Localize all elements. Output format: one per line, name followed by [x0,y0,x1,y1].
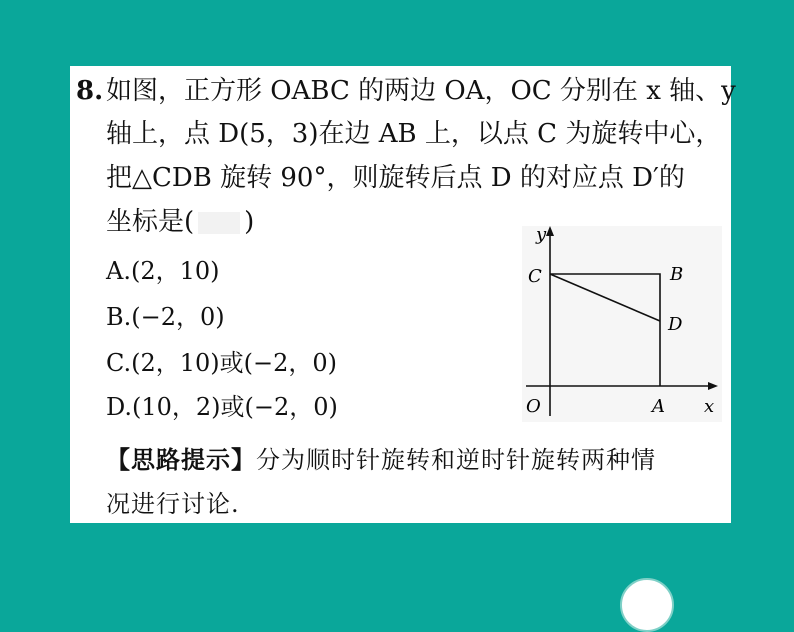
question-stem-end: 坐标是( [106,207,195,237]
hint-line-1 [106,444,656,476]
point-b-label: B [670,264,684,285]
hint-tag: 【思路提示】 [106,445,256,474]
question-line-4 [106,206,254,238]
hint-text-1: 分为顺时针旋转和逆时针旋转两种情 [256,446,656,474]
x-axis-label: x [704,396,715,417]
point-d-label: D [668,314,683,335]
hint-line-2: 况进行讨论. [106,490,240,518]
point-a-label: A [652,396,665,417]
figure-background [522,226,722,422]
decorative-circle [620,578,674,632]
question-line-1: 如图，正方形 OABC 的两边 OA，OC 分别在 x 轴、y [106,76,736,106]
option-d[interactable]: D.(10，2)或(−2，0) [106,393,338,421]
question-line-3: 把△CDB 旋转 90°，则旋转后点 D 的对应点 D′的 [106,163,685,193]
option-a[interactable]: A.(2，10) [106,257,220,285]
answer-blank[interactable] [198,212,240,234]
coordinate-figure [516,226,726,426]
origin-label: O [526,396,541,417]
question-line-2: 轴上，点 D(5，3)在边 AB 上，以点 C 为旋转中心， [106,119,722,149]
question-number: 8. [76,76,104,106]
y-axis-label: y [536,226,547,245]
option-c[interactable]: C.(2，10)或(−2，0) [106,349,338,377]
point-c-label: C [528,266,542,287]
option-b[interactable]: B.(−2，0) [106,303,225,331]
question-close-paren: ) [244,207,255,237]
question-card [70,66,736,523]
